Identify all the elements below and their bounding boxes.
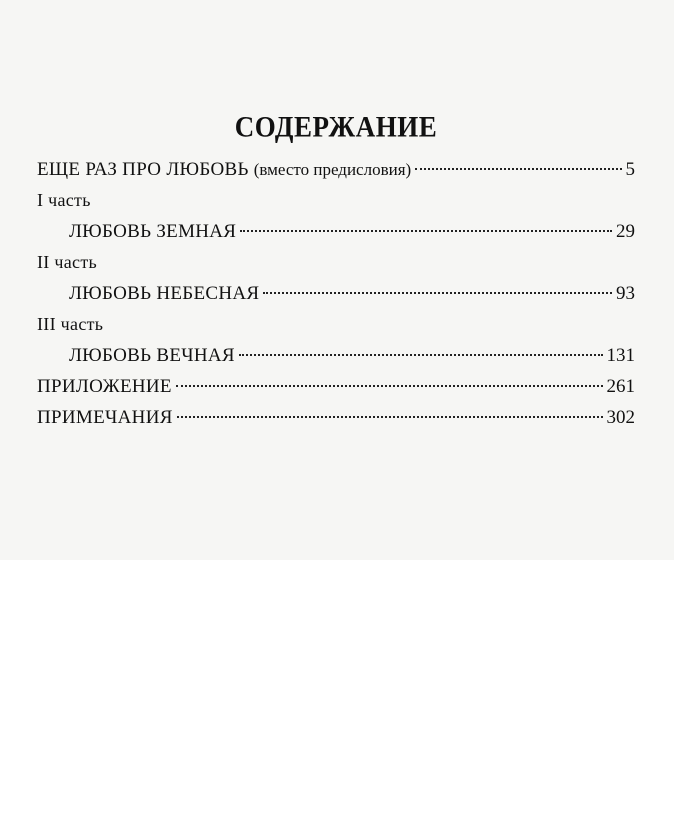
toc-entry-chapter: [37, 278, 635, 309]
dot-leader: [415, 168, 621, 170]
dot-leader: [239, 354, 603, 356]
toc-entry-preface: [37, 154, 635, 185]
toc-title: СОДЕРЖАНИЕ: [234, 110, 438, 144]
toc-entry-sublabel: (вместо предисловия): [253, 160, 412, 179]
toc-entry-chapter: [37, 340, 635, 371]
dot-leader: [240, 230, 612, 232]
dot-leader: [177, 416, 603, 418]
toc-entry-appendix: [37, 371, 635, 402]
toc-part-label: I часть: [37, 190, 91, 210]
dot-leader: [263, 292, 612, 294]
toc-entry-label: ЛЮБОВЬ ВЕЧНАЯ: [69, 345, 235, 366]
toc-entry-label: ЛЮБОВЬ ЗЕМНАЯ: [69, 221, 237, 242]
toc-part-heading: [37, 185, 635, 216]
blank-area: [0, 560, 674, 828]
toc-entry-notes: [37, 402, 635, 433]
toc-entry-page: 302: [606, 407, 635, 428]
toc-part-heading: [37, 247, 635, 278]
toc-entry-label: ЕЩЕ РАЗ ПРО ЛЮБОВЬ (вместо предисловия): [37, 159, 412, 180]
toc-entry-page: 29: [616, 221, 635, 242]
toc-part-label: III часть: [37, 314, 104, 334]
toc-part-label: II часть: [37, 252, 97, 272]
table-of-contents: [37, 110, 635, 433]
toc-entry-page: 93: [616, 283, 635, 304]
toc-entry-page: 261: [606, 376, 635, 397]
toc-entry-label: ПРИМЕЧАНИЯ: [37, 407, 173, 428]
toc-entry-page: 131: [606, 345, 635, 366]
toc-entry-page: 5: [625, 159, 635, 180]
toc-part-heading: [37, 309, 635, 340]
toc-entry-chapter: [37, 216, 635, 247]
toc-entry-label: ЛЮБОВЬ НЕБЕСНАЯ: [69, 283, 260, 304]
dot-leader: [176, 385, 603, 387]
toc-entry-label: ПРИЛОЖЕНИЕ: [37, 376, 172, 397]
